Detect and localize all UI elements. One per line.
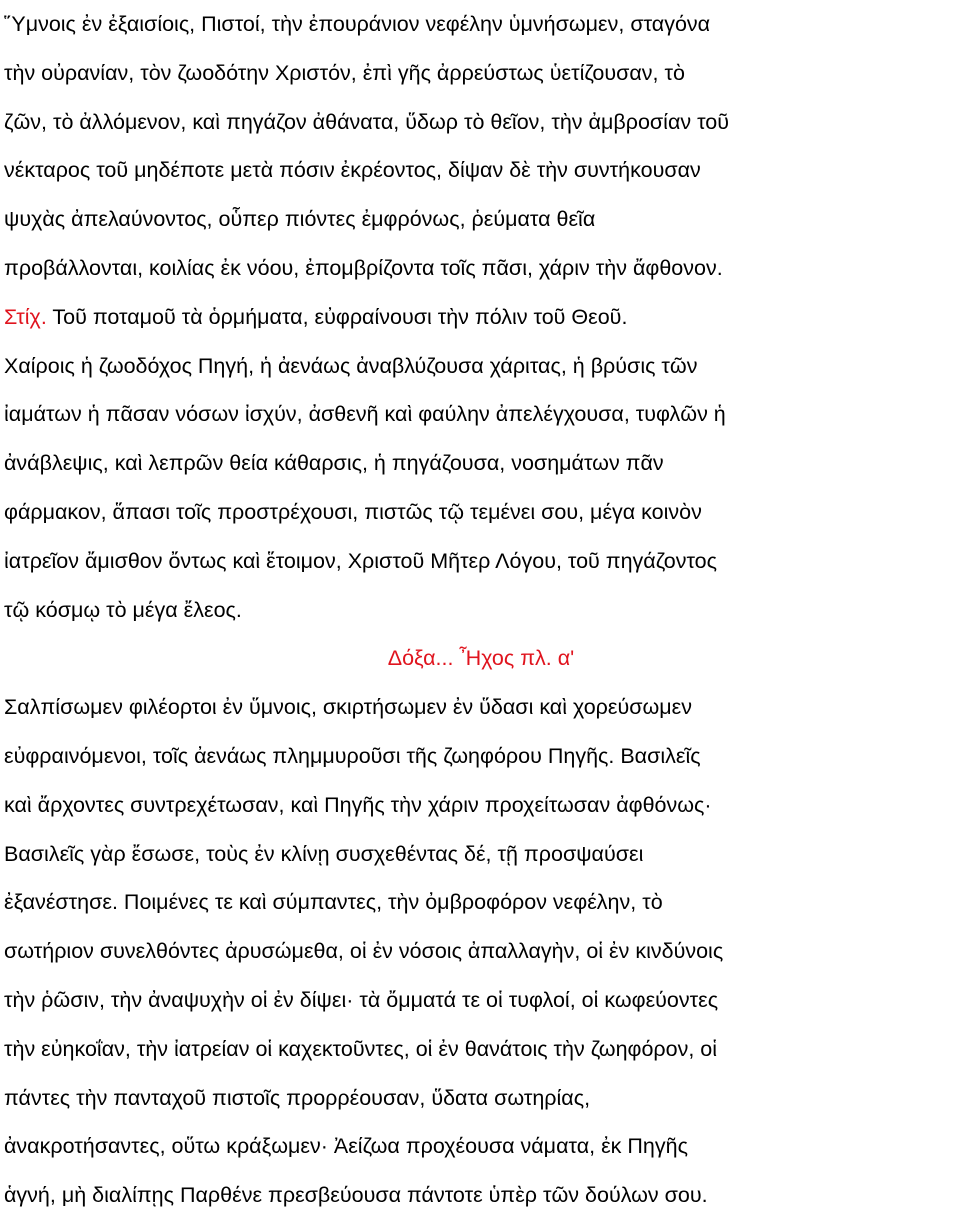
- text-line: ψυχὰς ἀπελαύνοντος, οὗπερ πιόντες ἐμφρόνως, ῥεύματα θεῖα: [4, 207, 596, 232]
- text-line: καὶ ἄρχοντες συντρεχέτωσαν, καὶ Πηγῆς τὴν χάριν προχείτωσαν ἀφθόνως·: [4, 792, 712, 817]
- stichos-label: Στίχ.: [4, 304, 47, 329]
- stichos-verse: [4, 293, 958, 342]
- hymn-document: [4, 0, 958, 1220]
- text-line: ἁγνή, μὴ διαλίπῃς Παρθένε πρεσβεύουσα πάντοτε ὑπὲρ τῶν δούλων σου.: [4, 1183, 708, 1208]
- text-line: ἰατρεῖον ἄμισθον ὄντως καὶ ἕτοιμον, Χριστοῦ Μῆτερ Λόγου, τοῦ πηγάζοντος: [4, 548, 717, 573]
- text-line: σωτήριον συνελθόντες ἀρυσώμεθα, οἱ ἐν νόσοις ἀπαλλαγὴν, οἱ ἐν κινδύνοις: [4, 939, 724, 964]
- text-line: πάντες τὴν πανταχοῦ πιστοῖς προρρέουσαν, ὕδατα σωτηρίας,: [4, 1085, 591, 1110]
- text-line: εὐφραινόμενοι, τοῖς ἀενάως πλημμυροῦσι τῆς ζωηφόρου Πηγῆς. Βασιλεῖς: [4, 743, 701, 768]
- text-line: ἀνάβλεψις, καὶ λεπρῶν θεία κάθαρσις, ἡ πηγάζουσα, νοσημάτων πᾶν: [4, 451, 664, 476]
- text-line: προβάλλονται, κοιλίας ἐκ νόου, ἐπομβρίζοντα τοῖς πᾶσι, χάριν τὴν ἄφθονον.: [4, 255, 723, 280]
- text-line: νέκταρος τοῦ μηδέποτε μετὰ πόσιν ἐκρέοντος, δίψαν δὲ τὴν συντήκουσαν: [4, 158, 701, 183]
- text-line: ζῶν, τὸ ἀλλόμενον, καὶ πηγάζον ἀθάνατα, ὕδωρ τὸ θεῖον, τὴν ἀμβροσίαν τοῦ: [4, 109, 730, 134]
- text-line: τὴν εὐηκοΐαν, τὴν ἰατρείαν οἱ καχεκτοῦντες, οἱ ἐν θανάτοις τὴν ζωηφόρον, οἱ: [4, 1036, 718, 1061]
- text-line: φάρμακον, ἅπασι τοῖς προστρέχουσι, πιστῶς τῷ τεμένει σου, μέγα κοινὸν: [4, 499, 702, 524]
- text-line: ἰαμάτων ἡ πᾶσαν νόσων ἰσχύν, ἀσθενῆ καὶ φαύλην ἀπελέγχουσα, τυφλῶν ἡ: [4, 402, 726, 427]
- text-line: ἐξανέστησε. Ποιμένες τε καὶ σύμπαντες, τὴν ὀμβροφόρον νεφέλην, τὸ: [4, 890, 663, 915]
- text-line: τῷ κόσμῳ τὸ μέγα ἔλεος.: [4, 597, 242, 622]
- text-line: Βασιλεῖς γὰρ ἔσωσε, τοὺς ἐν κλίνῃ συσχεθέντας δέ, τῇ προσψαύσει: [4, 841, 644, 866]
- text-line: ἀνακροτήσαντες, οὕτω κράξωμεν· Ἀείζωα προχέουσα νάματα, ἐκ Πηγῆς: [4, 1134, 688, 1159]
- text-line: Χαίροις ἡ ζωοδόχος Πηγή, ἡ ἀενάως ἀναβλύζουσα χάριτας, ἡ βρύσις τῶν: [4, 353, 698, 378]
- stichos-text: Τοῦ ποταμοῦ τὰ ὁρμήματα, εὐφραίνουσι τὴν πόλιν τοῦ Θεοῦ.: [46, 304, 628, 329]
- text-line: τὴν ῥῶσιν, τὴν ἀναψυχὴν οἱ ἐν δίψει· τὰ ὄμματά τε οἱ τυφλοί, οἱ κωφεύοντες: [4, 987, 719, 1012]
- text-line: Ὕμνοις ἐν ἐξαισίοις, Πιστοί, τὴν ἐπουράνιον νεφέλην ὑμνήσωμεν, σταγόνα: [4, 12, 711, 36]
- text-line: Σαλπίσωμεν φιλέορτοι ἐν ὕμνοις, σκιρτήσωμεν ἐν ὕδασι καὶ χορεύσωμεν: [4, 695, 692, 720]
- hymn-paragraph-1: [4, 0, 958, 293]
- doxa-heading: Δόξα... Ἦχος πλ. α': [387, 646, 575, 671]
- text-line: τὴν οὐρανίαν, τὸν ζωοδότην Χριστόν, ἐπὶ γῆς ἀρρεύστως ὑετίζουσαν, τὸ: [4, 60, 685, 85]
- hymn-paragraph-3: [4, 683, 958, 1220]
- hymn-paragraph-2: [4, 342, 958, 635]
